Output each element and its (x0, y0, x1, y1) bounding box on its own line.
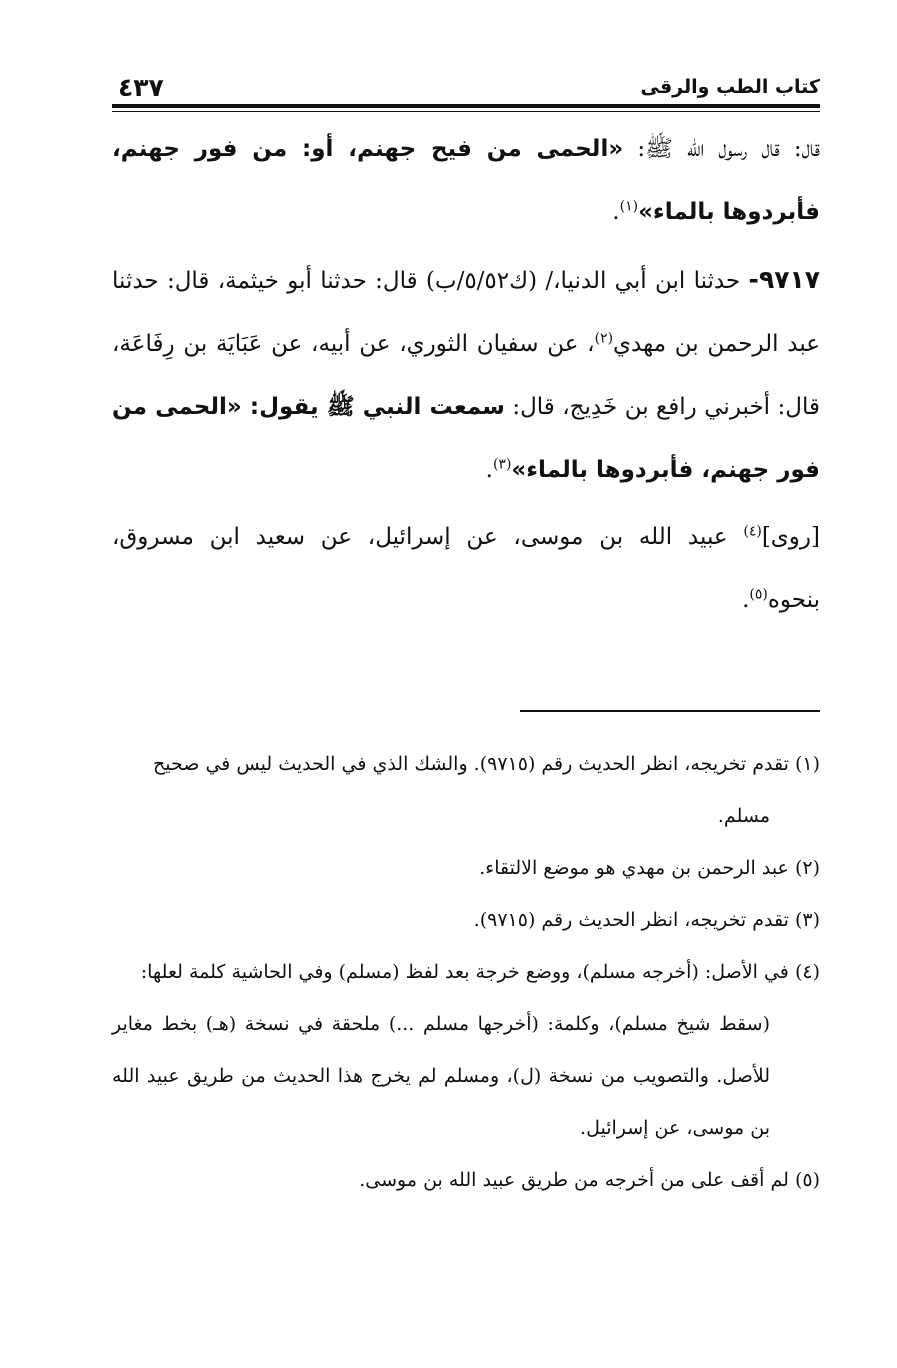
running-title: كتاب الطب والرقى (640, 76, 820, 98)
p2-end: . (485, 457, 493, 483)
footnote-1 (112, 738, 820, 842)
footnote-text: في الأصل: (أخرجه مسلم)، ووضع خرجة بعد لفظ (مسلم) وفي الحاشية كلمة لعلها: (140, 961, 789, 983)
header-rule-thin (112, 111, 820, 112)
footnote-5 (112, 1154, 820, 1206)
page-number: ٤٣٧ (118, 72, 164, 102)
paragraph-2 (112, 248, 820, 502)
p2-isnad-a: حدثنا ابن أبي الدنيا،/ (ك٥/٥٢/ب) قال: حدثنا أبو خيثمة، قال: حدثنا عبد الرحمن بن مهدي (112, 268, 820, 357)
footnote-ref-4: (٤) (743, 523, 762, 540)
footnote-continuation: مسلم. (717, 805, 770, 827)
p2-hadith-text: سمعت النبي ﷺ يقول: «الحمى من فور جهنم، فأبردوها بالماء» (112, 394, 820, 483)
footnote-label: (٤) (794, 961, 820, 983)
footnote-text: لم أقف على من أخرجه من طريق عبيد الله بن موسى. (359, 1169, 789, 1191)
footnote-ref-1: (١) (619, 198, 639, 215)
p1-intro: قال: قال رسول الله ﷺ: (623, 136, 820, 162)
footnotes (112, 738, 820, 1206)
footnote-2 (112, 842, 820, 894)
main-text (112, 118, 820, 632)
header-rule-thick (112, 104, 820, 108)
footnote-label: (٥) (794, 1169, 820, 1191)
p2-isnad-b: ، عن سفيان الثوري، عن أبيه، عن عَبَايَة بن رِفَاعَة، قال: أخبرني رافع بن خَدِيج، قال: (112, 331, 820, 420)
footnote-ref-5: (٥) (749, 586, 768, 603)
paragraph-1 (112, 118, 820, 244)
page-header (112, 70, 820, 104)
footnote-ref-2: (٢) (594, 330, 614, 347)
footnote-text: تقدم تخريجه، انظر الحديث رقم (٩٧١٥). (473, 909, 789, 931)
footnote-4 (112, 946, 820, 1154)
p1-end: . (612, 199, 620, 225)
footnote-label: (٢) (794, 857, 820, 879)
p1-hadith-text: «الحمى من فيح جهنم، أو: من فور جهنم، فأبردوها بالماء» (112, 136, 820, 225)
footnote-label: (١) (794, 753, 820, 775)
p3-text: عبيد الله بن موسى، عن إسرائيل، عن سعيد ابن مسروق، بنحوه (112, 524, 820, 613)
hadith-number: ٩٧١٧- (748, 265, 820, 294)
footnote-separator (520, 710, 820, 712)
footnote-continuation: (سقط شيخ مسلم)، وكلمة: (أخرجها مسلم ...) ملحقة في نسخة (هـ) بخط مغاير للأصل. والتصويب من نسخة (ل)، ومسلم لم يخرج هذا الحديث من طريق عبيد الله بن موسى، عن إسرائيل. (112, 1013, 770, 1139)
footnote-label: (٣) (794, 909, 820, 931)
footnote-text: عبد الرحمن بن مهدي هو موضع الالتقاء. (479, 857, 789, 879)
footnote-ref-3: (٣) (492, 456, 512, 473)
p3-end: . (742, 587, 750, 613)
paragraph-3 (112, 506, 820, 632)
p3-rawa: [روى] (761, 524, 820, 550)
footnote-text: تقدم تخريجه، انظر الحديث رقم (٩٧١٥). والشك الذي في الحديث ليس في صحيح (153, 753, 789, 775)
footnote-3 (112, 894, 820, 946)
